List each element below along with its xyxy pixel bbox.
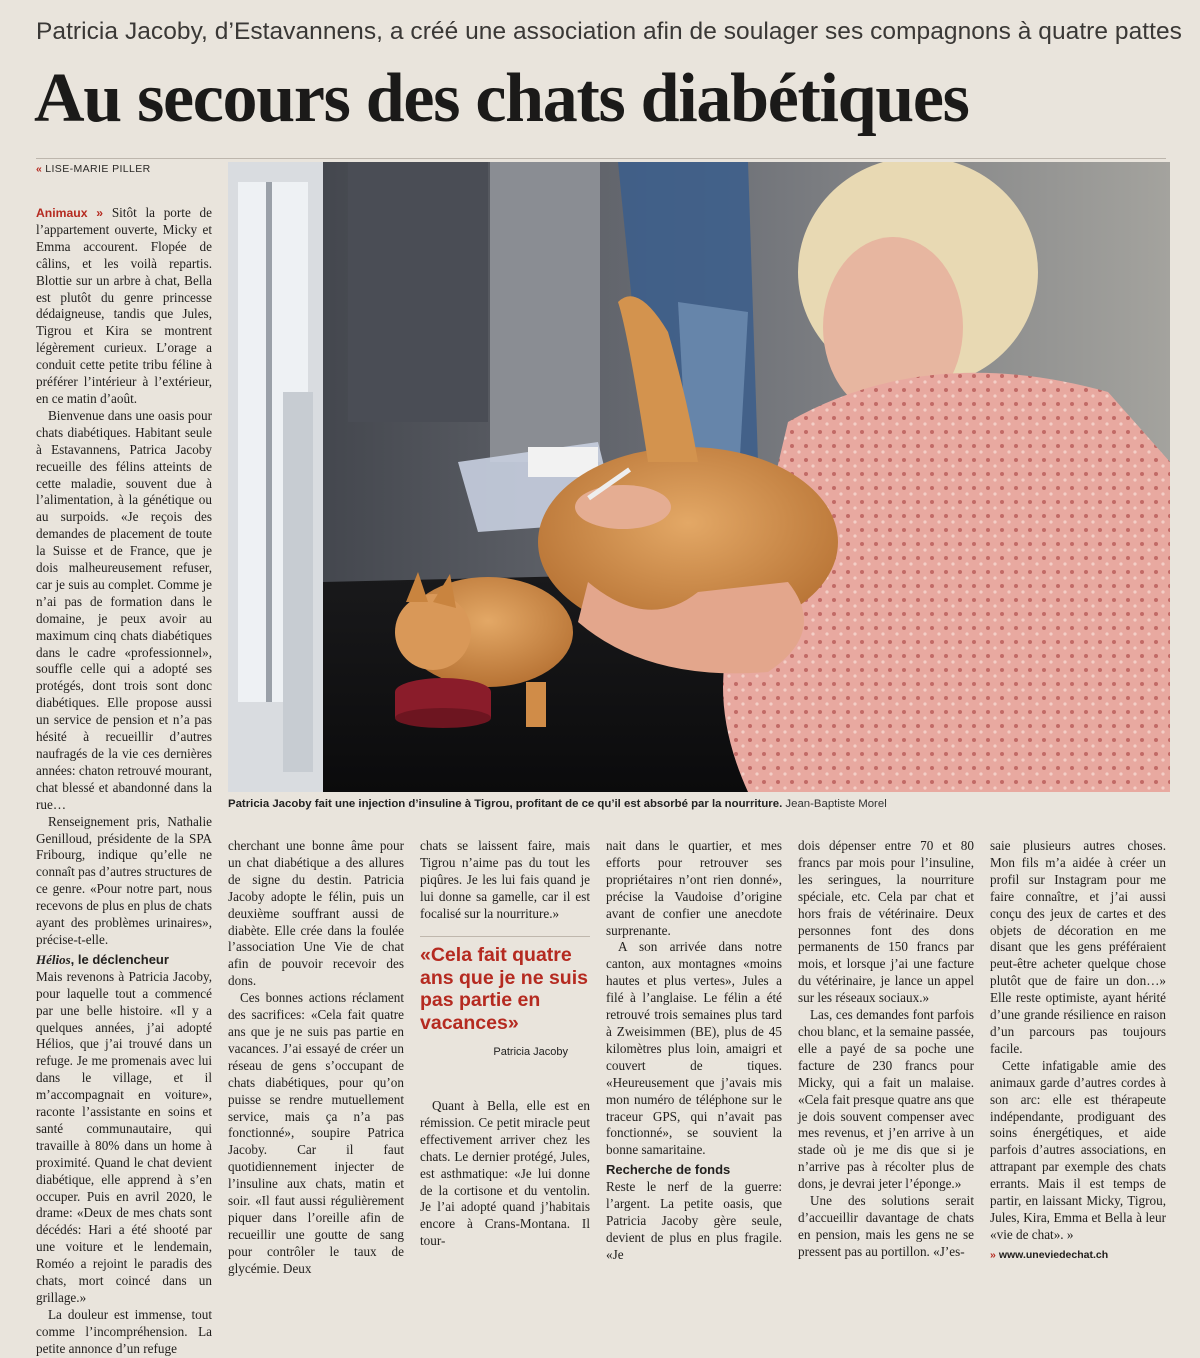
byline-author: LISE-MARIE PILLER xyxy=(45,163,151,175)
col1-p2: Bienvenue dans une oasis pour chats diabétiques. Habitant seule à Estavannens, Patrica Jacoby recueille des félins atteints de cette maladie, souvent due à l’alimentation, à la génétique ou au surpoids. «Je reçois des demandes de placement de toute la Suisse et de France, que je dois malheureusement refuser, car je suis au complet. Comme je n’ai pas de formation dans le domaine, je peux avoir au maximum cinq chats diabétiques dans le cadre «professionnel», souffle celle qui a adopté ses protégés, dont trois sont donc diabétiques. Elle propose aussi un service de pension et n’a pas hésité à recueillir d’autres naufragés de la vie ces dernières années: chaton retrouvé mourant, chat blessé et abandonné dans la rue… xyxy=(36,407,212,812)
col5-p1: dois dépenser entre 70 et 80 francs par mois pour l’insuline, les seringues, la nourriture spéciale, etc. Cela par chat et hors frais de vétérinaire. Deux personnes font des dons permanents de 150 francs par mois, et lorsque j’ai une facture du vétérinaire, je lance un appel sur les réseaux sociaux.» xyxy=(798,838,974,1006)
article-column-4 xyxy=(606,838,782,1264)
quote-rule-top xyxy=(420,936,590,937)
photo-caption xyxy=(228,798,1170,810)
headline: Au secours des chats diabétiques xyxy=(34,60,969,137)
col6-p1: saie plusieurs autres choses. Mon fils m’a aidée à créer un profil sur Instagram pour me faire connaître, et j’ai aussi conçu des jeux de cartes et des objets de décoration en me disant que les gens préféraient peut-être acheter quelque chose plutôt que de faire un don…» Elle reste optimiste, ayant hérité d’une grande résilience en raison d’un parcours pas toujours facile. xyxy=(990,838,1166,1056)
pull-quote: «Cela fait quatre ans que je ne suis pas partie en vacances» xyxy=(420,944,588,1034)
url-text[interactable]: www.uneviedechat.ch xyxy=(998,1248,1109,1261)
col4-p2: A son arrivée dans notre canton, aux montagnes «moins hautes et plus vertes», Jules a filé à l’anglaise. Le félin a été retrouvé trois semaines plus tard à Zweisimmen (BE), plus de 45 kilomètres plus loin, amaigri et couvert de tiques. «Heureusement que j’avais mis mon numéro de téléphone sur le traceur GPS, qui n’avait pas fonctionné», se souvient la bonne samaritaine. xyxy=(606,939,782,1158)
website-link[interactable] xyxy=(990,1247,1166,1264)
caption-text: Patricia Jacoby fait une injection d’insuline à Tigrou, profitant de ce qu’il est absorbé par la nourriture. xyxy=(228,798,783,810)
sub1-name: Hélios xyxy=(36,951,71,967)
col1-p1: Sitôt la porte de l’appartement ouverte, Micky et Emma accourent. Flopée de câlins, et les voilà repartis. Blottie sur un arbre à chat, Bella est plutôt du genre princesse dédaigneuse, tandis que Jules, Tigrou et Kira se montrent légèrement curieux. L’orage a conduit cette petite tribu féline à préférer l’intérieur à l’extérieur, en ce matin d’août. xyxy=(36,205,212,406)
col5-p3: Une des solutions serait d’accueillir davantage de chats en pension, mais les gens ne se pressent pas au portillon. «J’es- xyxy=(798,1193,974,1259)
caption-credit: Jean-Baptiste Morel xyxy=(785,798,887,810)
article-column-3-top xyxy=(420,838,590,923)
byline-arrows: « xyxy=(36,163,43,175)
col1-p4: Mais revenons à Patricia Jacoby, pour laquelle tout a commencé par une belle histoire. «Il y a quelques années, j’ai adopté Hélios, que j’ai trouvé dans un refuge. Je me promenais avec lui dans le village, et il m’accompagnait en voiture», raconte l’assistante en soins et santé communautaire, qui travaille à 80% dans un home à proximité. Quand le chat devient diabétique, elle apprend à s’en occuper. Puis en avril 2020, le drame: «Deux de mes chats sont décédés: Hari a été shooté par une voiture et le lendemain, Roméo a rejoint le paradis des chats, mort coincé dans un grillage.» xyxy=(36,968,212,1305)
col2-p1: cherchant une bonne âme pour un chat diabétique a des allures de signe du destin. Patricia Jacoby adopte le félin, puis un deuxième souffrant aussi de diabète. Elle crée dans la foulée l’association Une Vie de chat afin de pouvoir recevoir des dons. xyxy=(228,838,404,989)
col3-p1: chats se laissent faire, mais Tigrou n’aime pas du tout les piqûres. Je les lui fais quand je lui donne sa gamelle, car il est focalisé sur la nourriture.» xyxy=(420,838,590,921)
article-column-3-bottom xyxy=(420,1098,590,1250)
section-label: Animaux » xyxy=(36,206,104,220)
article-column-5 xyxy=(798,838,974,1261)
top-rule xyxy=(36,158,1166,159)
col4-p3: Reste le nerf de la guerre: l’argent. La petite oasis, que Patricia Jacoby gère seule, devient de plus en plus fragile. «Je xyxy=(606,1179,782,1262)
col3-p2: Quant à Bella, elle est en rémission. Ce petit miracle peut effectivement arriver chez les chats. Le dernier protégé, Jules, est asthmatique: «Je lui donne de la cortisone et du ventolin. Je l’ai adopté quand j’habitais encore à Crans-Montana. Il tour- xyxy=(420,1098,590,1249)
pull-quote-source: Patricia Jacoby xyxy=(493,1046,568,1058)
col1-p3: Renseignement pris, Nathalie Genilloud, présidente de la SPA Fribourg, indique qu’elle ne connaît pas d’autres structures de ce genre. «Pour notre part, nous recevons de plus en plus de chats ayant des problèmes urinaires», précise-t-elle. xyxy=(36,813,212,947)
subheading-recherche: Recherche de fonds xyxy=(606,1162,731,1178)
article-column-6 xyxy=(990,838,1166,1264)
col6-p2: Cette infatigable amie des animaux garde d’autres cordes à son arc: elle est thérapeute indépendante, prodiguant des soins énergétiques, et aide parfois d’autres associations, en attrapant par exemple des chats errants. Mais il est temps de partir, en laissant Micky, Tigrou, Jules, Kira, Emma et Bella à leur «vie de chat». » xyxy=(990,1057,1166,1242)
col4-p1: nait dans le quartier, et mes efforts pour retrouver ses propriétaires n’ont rien donné», précise la Vaudoise d’origine avant de confier une anecdote surprenante. xyxy=(606,838,782,938)
lead-paragraph xyxy=(36,205,212,408)
col1-p5: La douleur est immense, tout comme l’incompréhension. La petite annonce d’un refuge xyxy=(36,1306,212,1356)
kicker-subtitle: Patricia Jacoby, d’Estavannens, a créé une association afin de soulager ses compagnons à quatre pattes xyxy=(36,18,1182,45)
sub1-rest: , le déclencheur xyxy=(70,951,169,967)
url-arrow: » xyxy=(990,1248,996,1261)
byline xyxy=(36,163,151,175)
subheading-helios xyxy=(36,952,212,969)
col2-p2: Ces bonnes actions réclament des sacrifices: «Cela fait quatre ans que je ne suis pas partie en vacances. J’ai essayé de créer un réseau de gens s’occupant de chats diabétiques, pour qu’on puisse se rendre mutuellement service, mais ça n’a pas fonctionné», soupire Patrica Jacoby. Car il faut quotidiennement injecter de l’insuline aux chats, matin et soir. «Il faut aussi régulièrement piquer dans l’oreille afin de recueillir une goutte de sang pour contrôler le taux de glycémie. Deux xyxy=(228,990,404,1276)
article-column-2 xyxy=(228,838,404,1278)
article-photo xyxy=(228,162,1170,792)
col5-p2: Las, ces demandes font parfois chou blanc, et la semaine passée, elle a payé de sa poche une facture de 230 francs pour Micky, qui a fait un malaise. «Cela fait presque quatre ans que je dois souvent compenser avec mes revenus, et j’en arrive à un stade où je me dis que si je n’arrive pas à récolter plus de dons, je devrai jeter l’éponge.» xyxy=(798,1007,974,1192)
article-column-1 xyxy=(36,205,212,1358)
